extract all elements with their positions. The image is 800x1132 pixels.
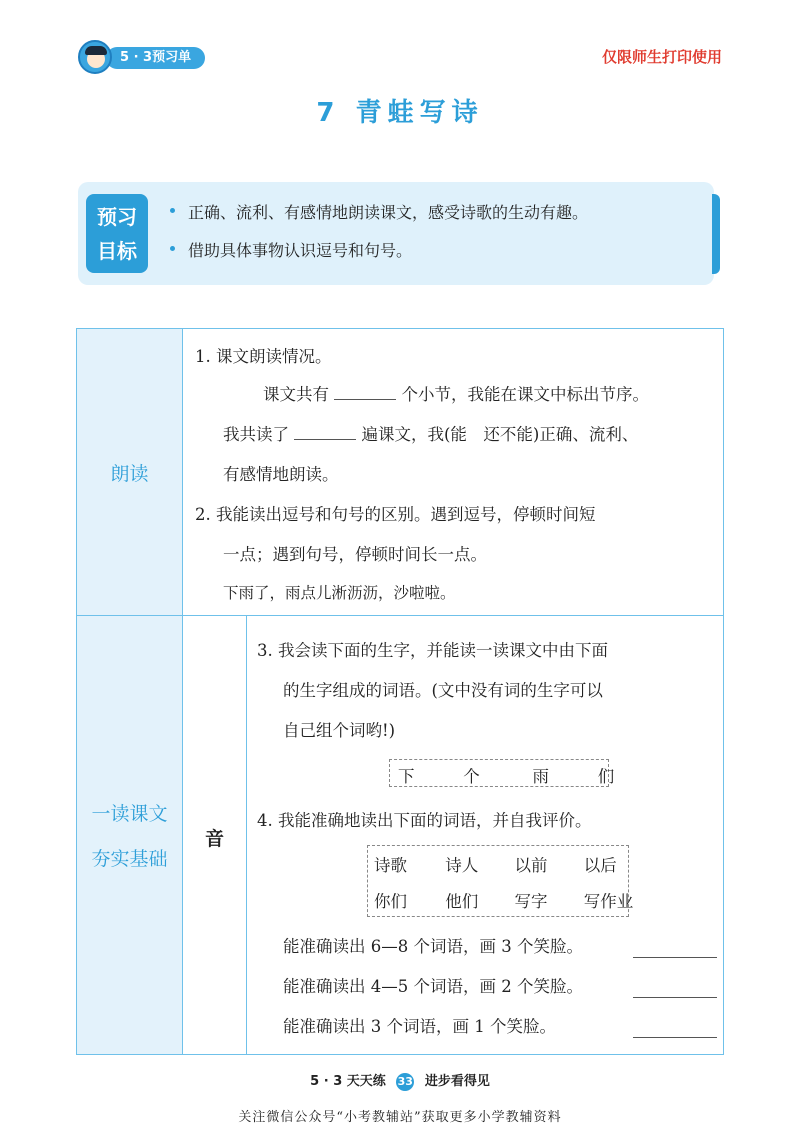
brand-label: 5 · 3预习单 (106, 47, 205, 69)
char-item: 个 (463, 767, 480, 786)
blank-field[interactable] (294, 423, 356, 441)
word-item: 诗歌 (374, 856, 407, 875)
mascot-icon (78, 40, 112, 74)
bullet-icon (170, 208, 175, 213)
q1-title: 1. 课文朗读情况。 (195, 347, 332, 366)
goal-item: 正确、流利、有感情地朗读课文，感受诗歌的生动有趣。 (170, 200, 588, 223)
print-note: 仅限师生打印使用 (601, 48, 722, 66)
section-label-reading: 朗读 (110, 463, 149, 485)
goals-list (170, 200, 588, 276)
q1-line2: 我共读了 遍课文，我(能 还不能)正确、流利、 (223, 421, 638, 445)
words-box (367, 845, 634, 917)
char-item: 雨 (532, 767, 549, 786)
preview-goals-panel (78, 182, 714, 285)
q2-line1: 2. 我能读出逗号和句号的区别。遇到逗号，停顿时间短 (195, 505, 596, 524)
section-label-line1: 一读课文 (91, 803, 168, 825)
word-item: 以前 (514, 856, 548, 875)
q2-example: 下雨了，雨点儿淅沥沥，沙啦啦。 (223, 584, 456, 602)
blank-field[interactable] (633, 957, 717, 958)
eval-line: 能准确读出 6—8 个词语，画 3 个笑脸。 (283, 937, 583, 956)
section-label-line2: 夯实基础 (91, 848, 168, 870)
word-item: 写字 (514, 892, 548, 911)
brand-logo (78, 40, 228, 74)
word-item: 以后 (583, 856, 617, 875)
page-number: 33 (396, 1073, 414, 1091)
chars-box (389, 759, 615, 787)
blank-field[interactable] (633, 1037, 717, 1038)
q2-line2: 一点；遇到句号，停顿时间长一点。 (223, 545, 487, 564)
bottom-note: 关注微信公众号“小考教辅站”获取更多小学教辅资料 (238, 1110, 562, 1125)
goals-tag: 预习 目标 (86, 194, 148, 273)
sub-label-pronunciation: 音 (204, 828, 224, 850)
exercise-table (76, 328, 724, 1055)
eval-line: 能准确读出 4—5 个词语，画 2 个笑脸。 (283, 977, 583, 996)
word-item: 你们 (374, 892, 407, 911)
goal-item: 借助具体事物认识逗号和句号。 (170, 238, 588, 261)
bullet-icon (170, 246, 175, 251)
q1-line3: 有感情地朗读。 (223, 465, 339, 484)
char-item: 们 (597, 767, 615, 786)
blank-field[interactable] (334, 383, 396, 401)
q3-line1: 3. 我会读下面的生字，并能读一读课文中由下面 (257, 641, 608, 660)
page-title: 7 青蛙写诗 (316, 98, 484, 128)
q4-title: 4. 我能准确地读出下面的词语，并自我评价。 (257, 811, 592, 830)
char-item: 下 (398, 767, 415, 786)
word-item: 诗人 (445, 856, 479, 875)
eval-line: 能准确读出 3 个词语，画 1 个笑脸。 (283, 1017, 556, 1036)
section-label-column (77, 329, 183, 1054)
q3-line3: 自己组个词哟!) (283, 721, 396, 740)
word-item: 他们 (445, 892, 479, 911)
blank-field[interactable] (633, 997, 717, 998)
page-footer: 5 · 3 天天练 33 进步看得见 (310, 1074, 490, 1089)
word-item: 写作业 (583, 892, 634, 911)
q1-line1: 课文共有 个小节，我能在课文中标出节序。 (263, 381, 649, 405)
sub-label-column (183, 616, 247, 1054)
q3-line2: 的生字组成的词语。(文中没有词的生字可以 (283, 681, 603, 700)
